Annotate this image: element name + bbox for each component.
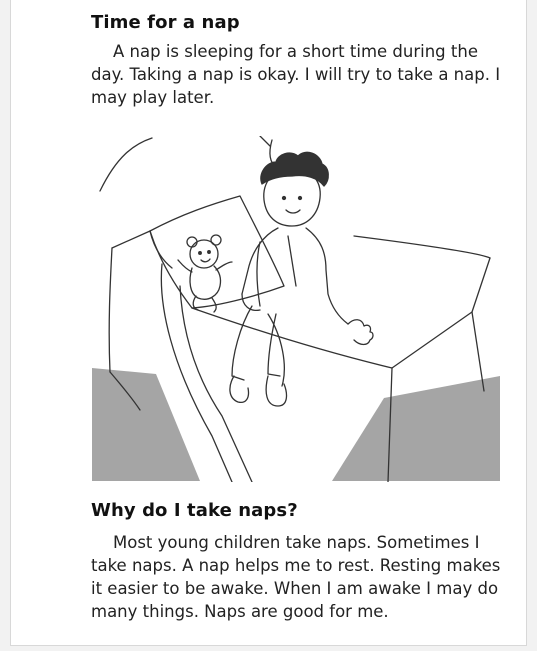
story-page	[10, 0, 527, 646]
section-paragraph-nap	[91, 40, 511, 109]
section-title-nap: Time for a nap	[91, 12, 240, 33]
section-title-why-naps: Why do I take naps?	[91, 500, 298, 521]
why-naps-paragraph-text: Most young children take naps. Sometimes I take naps. A nap helps me to rest. Resting makes it easier to be awake. When I am awake I may do many things. Naps are good for me.	[91, 533, 501, 621]
section-paragraph-why-naps	[91, 531, 511, 623]
boy-on-bed-illustration	[92, 136, 500, 482]
nap-paragraph-text: A nap is sleeping for a short time during the day. Taking a nap is okay. I will try to take a nap. I may play later.	[91, 42, 501, 107]
